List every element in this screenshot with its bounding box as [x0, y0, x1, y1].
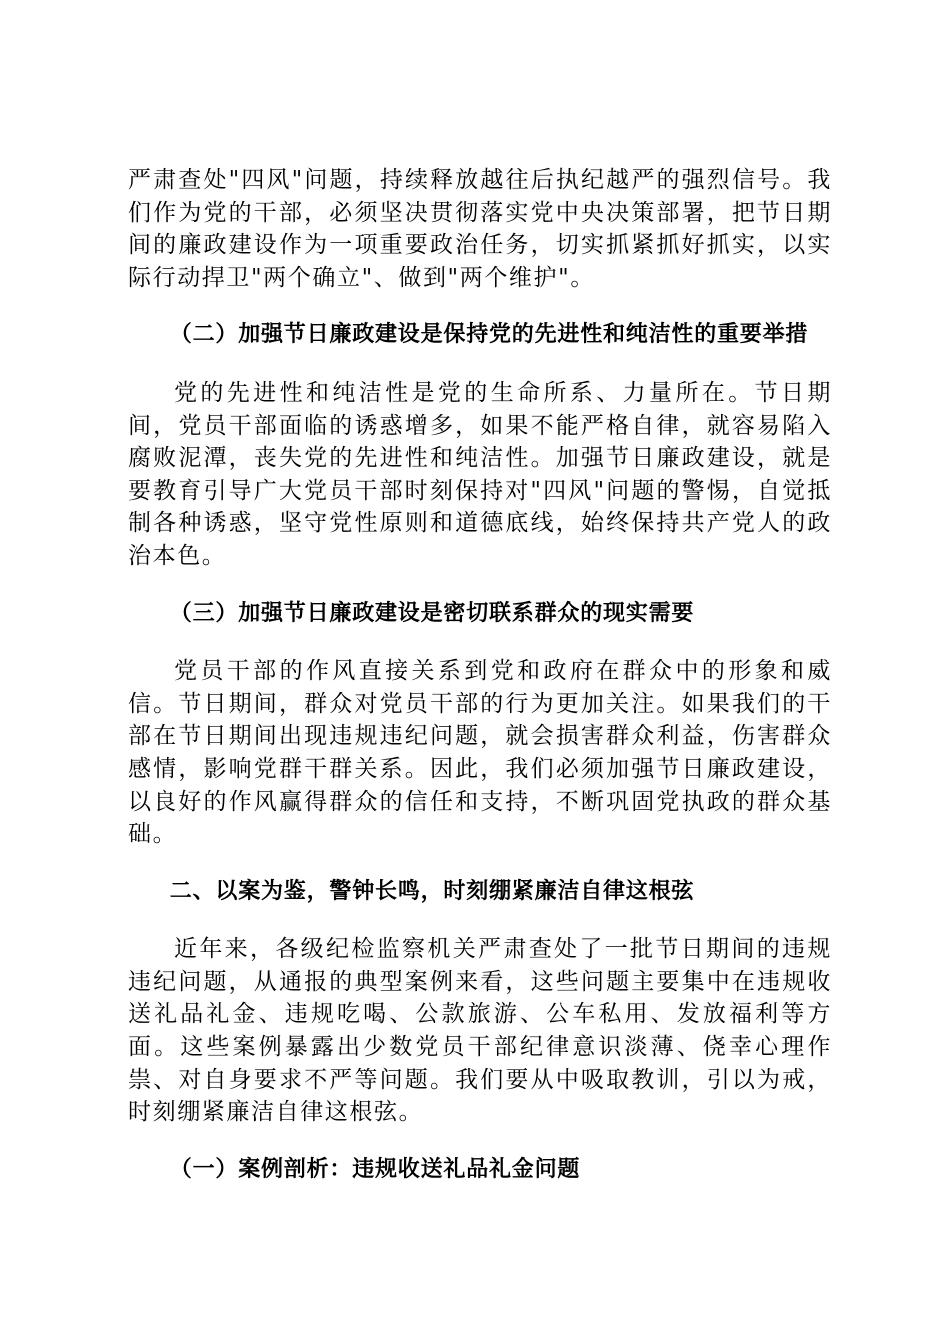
- document-body: [128, 164, 832, 1186]
- chapter-heading-two: 二、以案为鉴，警钟长鸣，时刻绷紧廉洁自律这根弦: [169, 878, 695, 904]
- section-heading-2: （二）加强节日廉政建设是保持党的先进性和纯洁性的重要举措: [169, 322, 809, 348]
- section-heading-3: （三）加强节日廉政建设是密切联系群众的现实需要: [169, 600, 695, 626]
- paragraph-case-lessons: 近年来，各级纪检监察机关严肃查处了一批节日期间的违规违纪问题，从通报的典型案例来看，这些问题主要集中在违规收送礼品礼金、违规吃喝、公款旅游、公车私用、发放福利等方面。这些案例暴露出少数党员干部纪律意识淡薄、侥幸心理作祟、对自身要求不严等问题。我们要从中吸取教训，引以为戒，时刻绷紧廉洁自律这根弦。: [128, 936, 832, 1126]
- section-heading-case-analysis: （一）案例剖析：违规收送礼品礼金问题: [169, 1156, 581, 1182]
- paragraph-advancement-purity: 党的先进性和纯洁性是党的生命所系、力量所在。节日期间，党员干部面临的诱惑增多，如果不能严格自律，就容易陷入腐败泥潭，丧失党的先进性和纯洁性。加强节日廉政建设，就是要教育引导广大党员干部时刻保持对"四风"问题的警惕，自觉抵制各种诱惑，坚守党性原则和道德底线，始终保持共产党人的政治本色。: [128, 379, 832, 569]
- paragraph-continuation: 严肃查处"四风"问题，持续释放越往后执纪越严的强烈信号。我们作为党的干部，必须坚决贯彻落实党中央决策部署，把节日期间的廉政建设作为一项重要政治任务，切实抓紧抓好抓实，以实际行动捍卫"两个确立"、做到"两个维护"。: [128, 167, 832, 291]
- paragraph-mass-connection: 党员干部的作风直接关系到党和政府在群众中的形象和威信。节日期间，群众对党员干部的行为更加关注。如果我们的干部在节日期间出现违规违纪问题，就会损害群众利益，伤害群众感情，影响党群干群关系。因此，我们必须加强节日廉政建设，以良好的作风赢得群众的信任和支持，不断巩固党执政的群众基础。: [128, 658, 832, 848]
